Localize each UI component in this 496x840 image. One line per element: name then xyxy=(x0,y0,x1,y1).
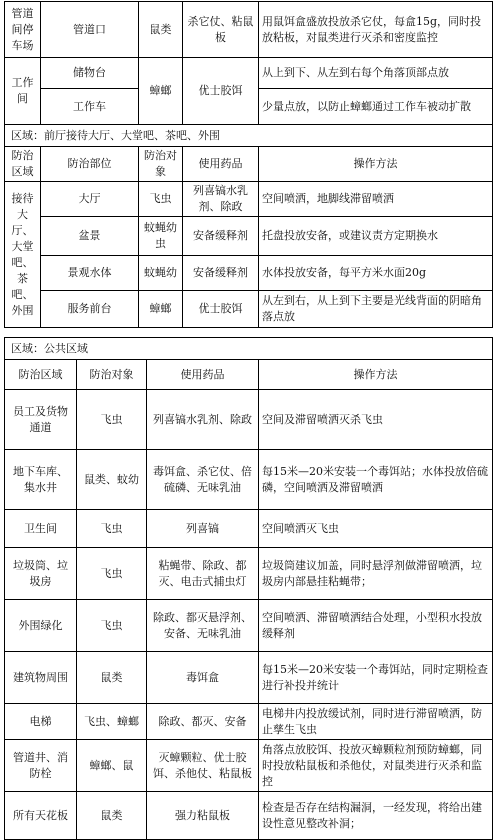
drug-cell: 列喜镐 xyxy=(147,510,259,548)
target-cell: 鼠类 xyxy=(77,792,147,840)
method-cell: 空间喷洒、滞留喷洒结合处理，小型积水投放缓释剂 xyxy=(259,600,493,652)
area-cell: 管道间停车场 xyxy=(5,2,41,58)
part-cell: 景观水体 xyxy=(41,256,139,291)
area-cell: 电梯 xyxy=(5,704,77,740)
area-cell: 卫生间 xyxy=(5,510,77,548)
table-row xyxy=(5,704,493,740)
method-cell: 水体投放安备，每平方米水面20g xyxy=(259,256,493,291)
header-area: 防治区域 xyxy=(5,360,77,390)
drug-cell: 优士胶饵 xyxy=(183,58,259,125)
area-cell: 管道井、消防栓 xyxy=(5,740,77,792)
area-cell: 建筑物周围 xyxy=(5,652,77,704)
table-row xyxy=(5,58,493,89)
area-cell: 接待大厅、大堂吧、茶吧、外围 xyxy=(5,182,41,328)
area-cell: 所有天花板 xyxy=(5,792,77,840)
target-cell: 蟑螂、鼠 xyxy=(77,740,147,792)
part-cell: 大厅 xyxy=(41,182,139,217)
target-cell: 飞虫 xyxy=(139,182,183,217)
table-row xyxy=(5,182,493,217)
table-row xyxy=(5,652,493,704)
drug-cell: 粘蝇带、除政、都灭、电击式捕虫灯 xyxy=(147,548,259,600)
method-cell: 角落点放胶饵、投放灭蟑颗粒剂预防蟑螂，同时投放粘鼠板和杀他仗，对鼠类进行灭杀和监控 xyxy=(259,740,493,792)
drug-cell: 优士胶饵 xyxy=(183,291,259,328)
drug-cell: 列喜镐水乳剂、除政 xyxy=(147,390,259,450)
part-cell: 服务前台 xyxy=(41,291,139,328)
table-row xyxy=(5,390,493,450)
header-target: 防治对象 xyxy=(139,147,183,182)
section-row xyxy=(5,338,493,360)
area-cell: 员工及货物通道 xyxy=(5,390,77,450)
method-cell: 用鼠饵盒盛放投放杀它仗，每盒15g，同时投放粘板，对鼠类进行灭杀和密度监控 xyxy=(259,2,493,58)
target-cell: 蚊蝇幼 xyxy=(139,256,183,291)
header-row xyxy=(5,360,493,390)
header-drug: 使用药品 xyxy=(147,360,259,390)
area-cell: 地下车库、集水井 xyxy=(5,450,77,510)
drug-cell: 灭蟑颗粒、优士胶饵、杀他仗、粘鼠板 xyxy=(147,740,259,792)
top-table xyxy=(4,1,493,328)
drug-cell: 安备缓释剂 xyxy=(183,256,259,291)
drug-cell: 毒饵盒、杀它仗、倍硫磷、无味乳油 xyxy=(147,450,259,510)
area-cell: 垃圾筒、垃圾房 xyxy=(5,548,77,600)
method-cell: 每15米—20米安装一个毒饵站，同时定期检查进行补投并统计 xyxy=(259,652,493,704)
target-cell: 鼠类 xyxy=(77,652,147,704)
target-cell: 飞虫 xyxy=(77,548,147,600)
header-method: 操作方法 xyxy=(259,147,493,182)
drug-cell: 强力粘鼠板 xyxy=(147,792,259,840)
section-title: 区域：公共区域 xyxy=(5,338,493,360)
part-cell: 盆景 xyxy=(41,217,139,256)
method-cell: 空间及滞留喷洒灭杀飞虫 xyxy=(259,390,493,450)
method-cell: 少量点放，以防止蟑螂通过工作车被动扩散 xyxy=(259,89,493,125)
table-row xyxy=(5,548,493,600)
header-area: 防治区域 xyxy=(5,147,41,182)
part-cell: 工作车 xyxy=(41,89,139,125)
target-cell: 飞虫、蟑螂 xyxy=(77,704,147,740)
table-row xyxy=(5,740,493,792)
target-cell: 蟑螂 xyxy=(139,291,183,328)
method-cell: 从上到下、从左到右每个角落顶部点放 xyxy=(259,58,493,89)
table-row xyxy=(5,291,493,328)
table-row xyxy=(5,450,493,510)
header-part: 防治部位 xyxy=(41,147,139,182)
header-row xyxy=(5,147,493,182)
method-cell: 从左到右，从上到下主要是光线背面的阴暗角落点放 xyxy=(259,291,493,328)
table-row xyxy=(5,2,493,58)
section-title: 区域：前厅接待大厅、大堂吧、茶吧、外围 xyxy=(5,125,493,147)
drug-cell: 杀它仗、粘鼠板 xyxy=(183,2,259,58)
area-cell: 外围绿化 xyxy=(5,600,77,652)
target-cell: 蚊蝇幼虫 xyxy=(139,217,183,256)
method-cell: 电梯井内投放缓试剂，同时进行滞留喷洒，防止孳生飞虫 xyxy=(259,704,493,740)
header-drug: 使用药品 xyxy=(183,147,259,182)
method-cell: 每15米—20米安装一个毒饵站；水体投放倍硫磷，空间喷洒及滞留喷洒 xyxy=(259,450,493,510)
method-cell: 空间喷洒灭飞虫 xyxy=(259,510,493,548)
target-cell: 蟑螂 xyxy=(139,58,183,125)
target-cell: 飞虫 xyxy=(77,390,147,450)
drug-cell: 毒饵盒 xyxy=(147,652,259,704)
target-cell: 飞虫 xyxy=(77,510,147,548)
table-row xyxy=(5,510,493,548)
table-row xyxy=(5,256,493,291)
section-row xyxy=(5,125,493,147)
drug-cell: 列喜镐水乳剂、除政 xyxy=(183,182,259,217)
table-row xyxy=(5,792,493,840)
method-cell: 托盘投放安备，或建议责方定期换水 xyxy=(259,217,493,256)
target-cell: 鼠类、蚊幼 xyxy=(77,450,147,510)
drug-cell: 除政、都灭、安备 xyxy=(147,704,259,740)
header-target: 防治对象 xyxy=(77,360,147,390)
area-cell: 工作间 xyxy=(5,58,41,125)
target-cell: 鼠类 xyxy=(139,2,183,58)
method-cell: 垃圾筒建议加盖，同时悬浮剂做滞留喷洒，垃圾房内部悬挂粘蝇带； xyxy=(259,548,493,600)
drug-cell: 安备缓释剂 xyxy=(183,217,259,256)
drug-cell: 除政、都灭悬浮剂、安备、无味乳油 xyxy=(147,600,259,652)
method-cell: 检查是否存在结构漏洞，一经发现，将给出建设性意见整改补洞； xyxy=(259,792,493,840)
table-row xyxy=(5,600,493,652)
header-method: 操作方法 xyxy=(259,360,493,390)
method-cell: 空间喷洒，地脚线滞留喷洒 xyxy=(259,182,493,217)
table-row xyxy=(5,217,493,256)
public-table xyxy=(4,337,493,840)
part-cell: 管道口 xyxy=(41,2,139,58)
part-cell: 储物台 xyxy=(41,58,139,89)
target-cell: 飞虫 xyxy=(77,600,147,652)
